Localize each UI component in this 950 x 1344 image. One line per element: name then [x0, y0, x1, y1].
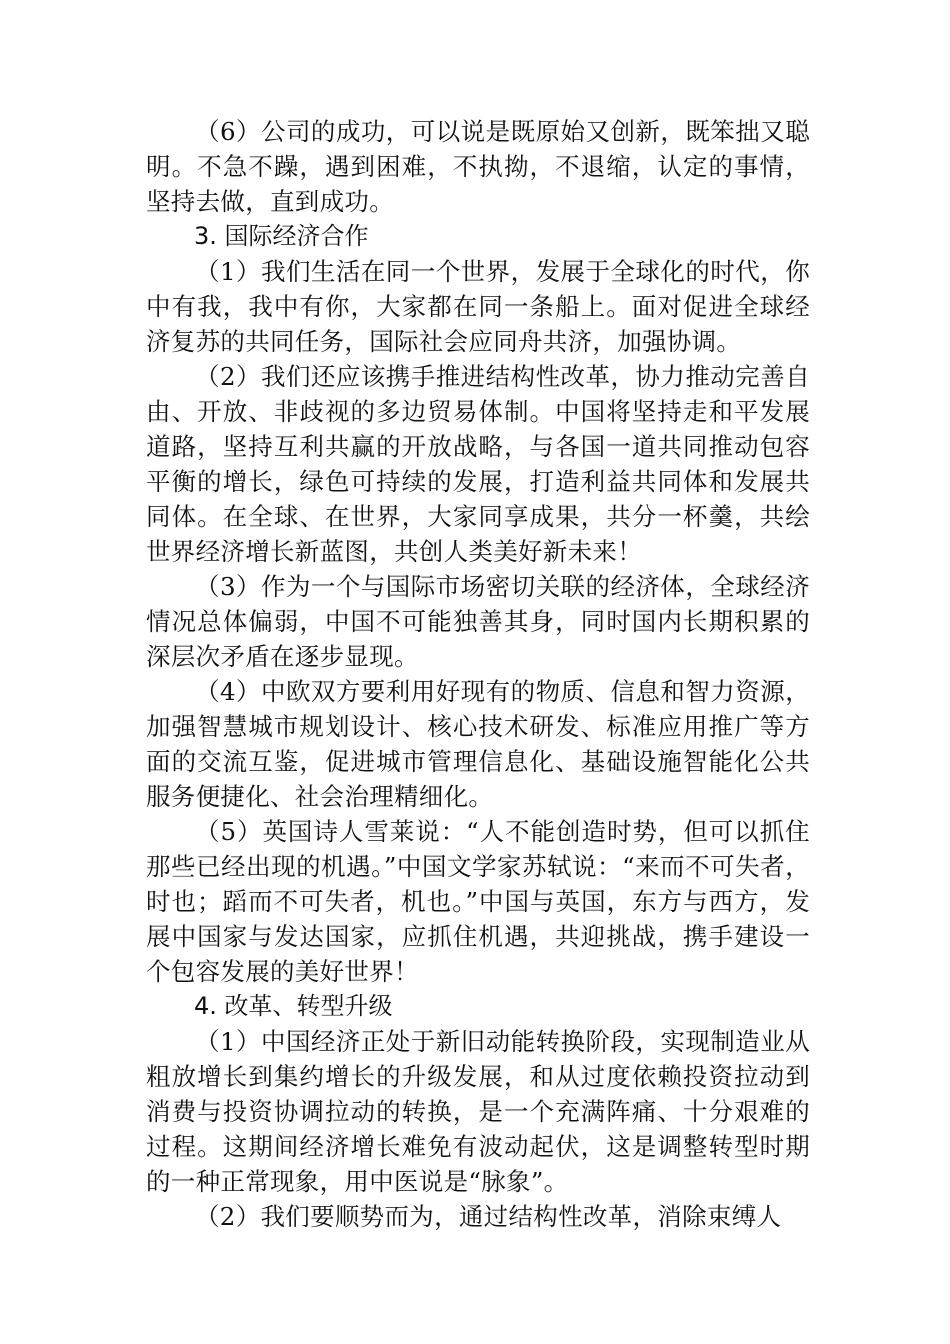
paragraph-cooperation-5: （5）英国诗人雪莱说：“人不能创造时势，但可以抓住那些已经出现的机遇。”中国文学家苏轼说：“来而不可失者，时也；蹈而不可失者，机也。”中国与英国，东方与西方，发展中国家与发达国家，应抓住机遇，共迎挑战，携手建设一个包容发展的美好世界！ [146, 817, 810, 986]
section-heading-international-cooperation: 3. 国际经济合作 [194, 222, 369, 250]
paragraph-cooperation-4: （4）中欧双方要利用好现有的物质、信息和智力资源，加强智慧城市规划设计、核心技术研发、标准应用推广等方面的交流互鉴，促进城市管理信息化、基础设施智能化公共服务便捷化、社会治理精细化。 [146, 677, 810, 811]
paragraph-cooperation-1: （1）我们生活在同一个世界，发展于全球化的时代，你中有我，我中有你，大家都在同一条船上。面对促进全球经济复苏的共同任务，国际社会应同舟共济，加强协调。 [146, 257, 810, 356]
section-heading-reform-upgrade: 4. 改革、转型升级 [194, 992, 393, 1020]
paragraph-cooperation-2: （2）我们还应该携手推进结构性改革，协力推动完善自由、开放、非歧视的多边贸易体制。中国将坚持走和平发展道路，坚持互利共赢的开放战略，与各国一道共同推动包容平衡的增长，绿色可持续的发展，打造利益共同体和发展共同体。在全球、在世界，大家同享成果，共分一杯羹，共绘世界经济增长新蓝图，共创人类美好新未来！ [146, 362, 810, 566]
paragraph-reform-2: （2）我们要顺势而为，通过结构性改革，消除束缚人 [195, 1202, 782, 1231]
document-body [146, 114, 810, 1234]
paragraph-6-company-success: （6）公司的成功，可以说是既原始又创新，既笨拙又聪明。不急不躁，遇到困难，不执拗，不退缩，认定的事情，坚持去做，直到成功。 [146, 117, 810, 216]
paragraph-reform-1: （1）中国经济正处于新旧动能转换阶段，实现制造业从粗放增长到集约增长的升级发展，和从过度依赖投资拉动到消费与投资协调拉动的转换，是一个充满阵痛、十分艰难的过程。这期间经济增长难免有波动起伏，这是调整转型时期的一种正常现象，用中医说是“脉象”。 [146, 1027, 810, 1196]
paragraph-cooperation-3: （3）作为一个与国际市场密切关联的经济体，全球经济情况总体偏弱，中国不可能独善其身，同时国内长期积累的深层次矛盾在逐步显现。 [146, 572, 810, 671]
